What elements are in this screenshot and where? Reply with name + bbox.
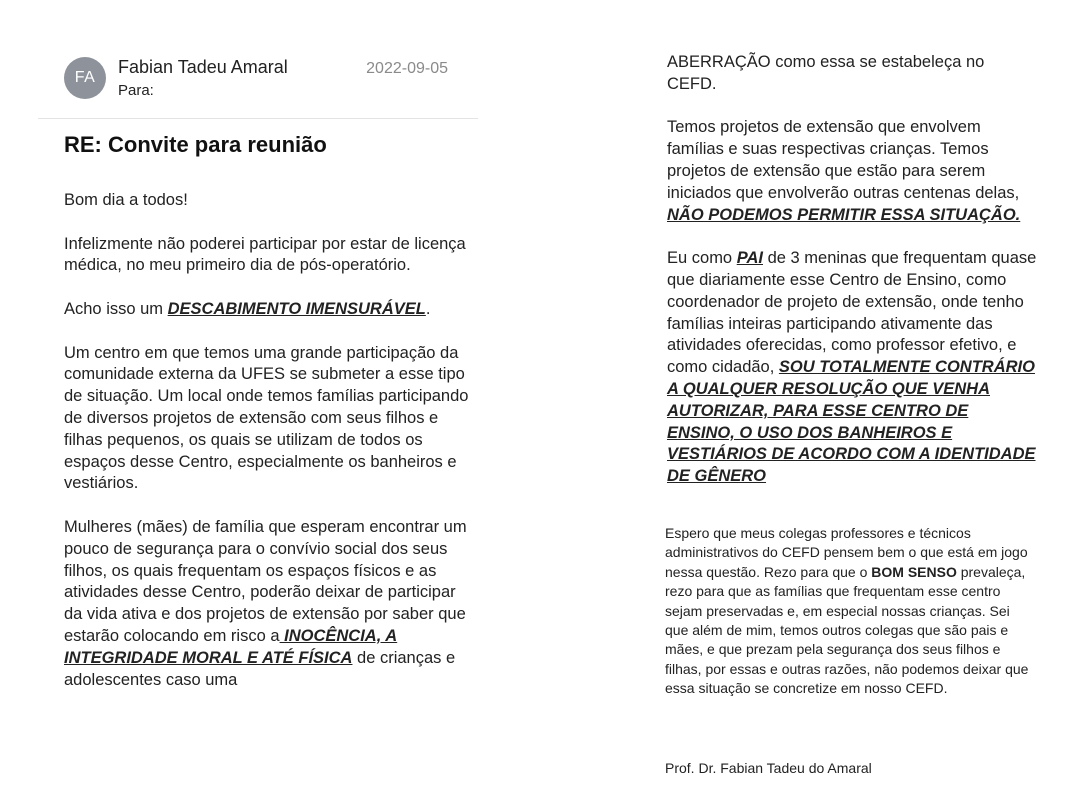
body-paragraph [64, 517, 469, 691]
body-paragraph: Infelizmente não poderei participar por estar de licença médica, no meu primeiro dia de pós-operatório. [64, 234, 466, 275]
email-subject: RE: Convite para reunião [64, 132, 327, 157]
email-panel-right [645, 42, 1040, 787]
closing-paragraph [665, 524, 1035, 718]
email-date: 2022-09-05 [366, 60, 448, 77]
body-text: Eu como [667, 249, 737, 268]
body-text: de crianças e adolescentes caso uma [64, 648, 456, 689]
emphasis-text: SOU TOTALMENTE CONTRÁRIO A QUALQUER RESOLUÇÃO QUE VENHA AUTORIZAR, PARA ESSE CENTRO DE ENSINO, O USO DOS BANHEIROS E VESTIÁRIOS DE ACORDO COM A IDENTIDADE DE GÊNERO [667, 358, 1036, 486]
email-body-right [667, 52, 1037, 510]
body-paragraph [667, 117, 1037, 226]
body-paragraph: ABERRAÇÃO como essa se estabeleça no CEFD. [667, 53, 985, 93]
body-text: de 3 meninas que frequentam quase que diariamente esse Centro de Ensino, como coordenador de projeto de extensão, onde tenho famílias inteiras participando ativamente das atividades oferecidas, como professor efetivo, e como cidadão, [667, 249, 1037, 377]
email-header [38, 40, 478, 119]
body-text: Temos projetos de extensão que envolvem famílias e suas respectivas crianças. Temos projetos de extensão que estão para serem iniciados que envolverão outras centenas delas, [667, 118, 1020, 202]
emphasis-text: INOCÊNCIA, A INTEGRIDADE MORAL E ATÉ FÍSICA [64, 626, 398, 667]
body-paragraph [665, 524, 1035, 699]
bold-text: BOM SENSO [871, 563, 957, 580]
body-text: . [425, 299, 431, 318]
body-text: prevaleça, rezo para que as famílias que frequentam esse centro sejam preservadas e, em especial nossas crianças. Sei que além de mim, temos outros colegas que são pais e mães, e que prezam pela segurança dos seus filhos e filhas, por essas e outras razões, não podemos deixar que essa situação se concretize em nosso CEFD. [665, 563, 1029, 697]
email-panel-left [38, 40, 478, 782]
emphasis-text: PAI [736, 249, 763, 268]
avatar[interactable]: FA [64, 57, 106, 99]
emphasis-text: DESCABIMENTO IMENSURÁVEL [167, 299, 426, 318]
body-paragraph: Um centro em que temos uma grande participação da comunidade externa da UFES se submeter a esse tipo de situação. Um local onde temos famílias participando de diversos projetos de extensão com seus filhos e filhas pequenos, os quais se utilizam de todos os espaços desse Centro, especialmente os banheiros e vestiários. [64, 343, 469, 493]
body-paragraph [64, 299, 469, 321]
emphasis-text: NÃO PODEMOS PERMITIR ESSA SITUAÇÃO. [667, 205, 1021, 224]
signature: Prof. Dr. Fabian Tadeu do Amaral [665, 760, 872, 776]
body-text: Mulheres (mães) de família que esperam encontrar um pouco de segurança para o convívio social dos seus filhos, os quais frequentam os espaços físicos e as atividades desse Centro, poderão deixar de participar da vida ativa e dos projetos de extensão por saber que estarão colocando em risco a [64, 517, 467, 645]
to-label: Para: [118, 82, 154, 99]
email-body-left [64, 190, 469, 713]
body-paragraph: Bom dia a todos! [64, 191, 188, 209]
body-text: Espero que meus colegas professores e técnicos administrativos do CEFD pensem bem o que está em jogo nessa questão. Rezo para que o [665, 525, 1028, 580]
sender-name[interactable]: Fabian Tadeu Amaral [118, 57, 288, 77]
body-paragraph [667, 248, 1037, 488]
body-text: Acho isso um [64, 299, 168, 318]
